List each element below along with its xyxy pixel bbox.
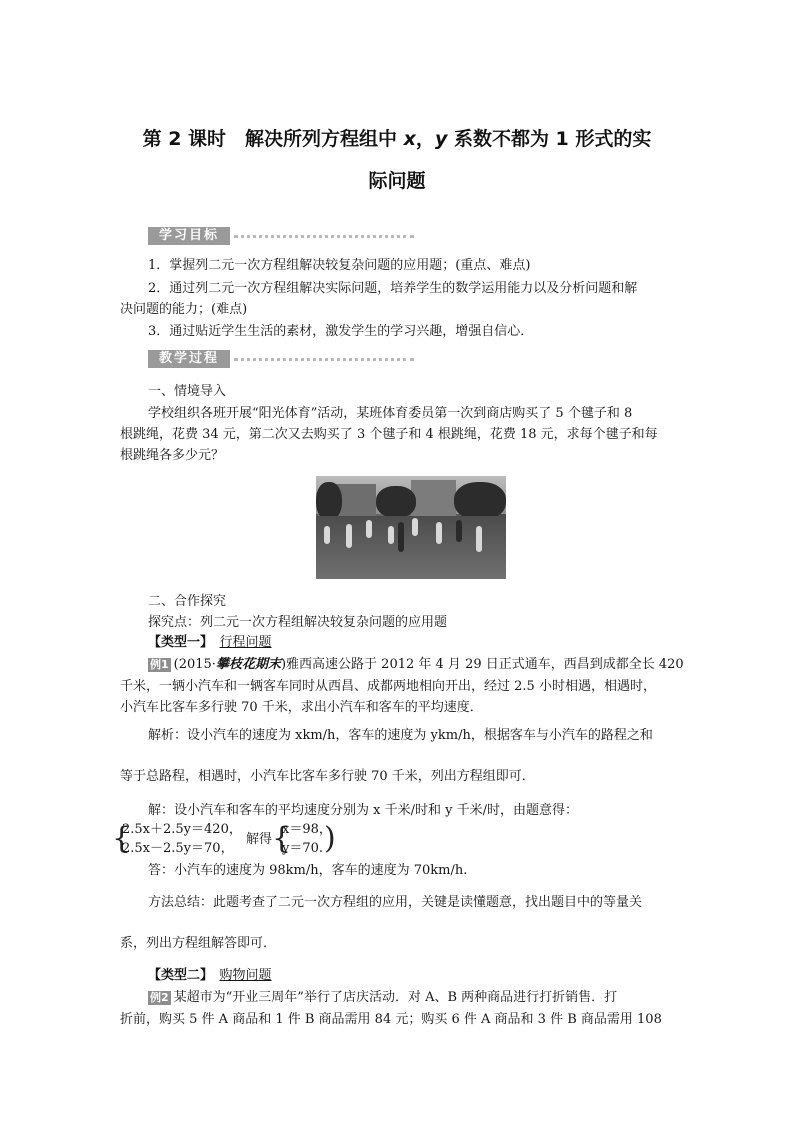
type1-name: 行程问题 — [219, 635, 272, 650]
banner-dots — [234, 358, 414, 361]
example-tag: 例1 — [150, 658, 169, 671]
intro-text-line1: 学校组织各班开展“阳光体育”活动，某班体育委员第一次到商店购买了 5 个毽子和 8 — [148, 406, 633, 421]
source-open: (2015· — [173, 657, 216, 672]
solution-y: y＝70. — [282, 841, 324, 856]
banner-dots — [234, 235, 414, 238]
section-heading-explore: 二、合作探究 — [148, 594, 227, 609]
title-comma: ， — [415, 128, 435, 150]
page-title — [100, 124, 694, 151]
example2-line2: 折前，购买 5 件 A 商品和 1 件 B 商品需用 84 元；购买 6 件 A 商品和 3 件 B 商品需用 108 — [120, 1012, 662, 1027]
example2-line1 — [148, 988, 617, 1008]
explore-point: 探究点：列二元一次方程组解决较复杂问题的应用题 — [148, 615, 448, 630]
type1-bracket: 【类型一】 — [148, 635, 207, 650]
goal-item-3: 3．通过贴近学生生活的素材，激发学生的学习兴趣，增强自信心． — [148, 324, 534, 339]
solution-line1: 解：设小汽车和客车的平均速度分别为 x 千米/时和 y 千米/时，由题意得： — [148, 803, 578, 818]
section-banner-process — [148, 350, 428, 368]
example1-line2: 千米，一辆小汽车和一辆客车同时从西昌、成都两地相向开出，经过 2.5 小时相遇，相遇时， — [120, 679, 656, 694]
analysis-line2: 等于总路程，相遇时，小汽车比客车多行驶 70 千米，列出方程组即可． — [120, 769, 535, 784]
goal-item-2-line2: 决问题的能力；(难点) — [120, 302, 248, 317]
section-heading-intro: 一、情境导入 — [148, 384, 227, 399]
equation-1: 2.5x＋2.5y＝420， — [122, 822, 242, 837]
analysis-line1: 解析：设小汽车的速度为 xkm/h，客车的速度为 ykm/h，根据客车与小汽车的路程之和 — [148, 728, 653, 743]
example1-line1 — [148, 655, 684, 675]
students-exercising-photo — [316, 476, 506, 579]
close-paren: ) — [324, 821, 336, 856]
equation-2: 2.5x－2.5y＝70， — [122, 841, 234, 856]
type2-name: 购物问题 — [219, 968, 272, 983]
page-title-line2: 际问题 — [368, 170, 426, 192]
example1-text: 雅西高速公路于 2012 年 4 月 29 日正式通车，西昌到成都全长 420 — [286, 657, 684, 672]
intro-text-line3: 根跳绳各多少元？ — [120, 448, 225, 463]
title-text-b: 系数不都为 1 形式的实 — [447, 128, 652, 150]
intro-text-line2: 根跳绳，花费 34 元，第二次又去购买了 3 个毽子和 4 根跳绳，花费 18 元，求每个毽子和每 — [120, 427, 658, 442]
equation-system — [112, 818, 342, 864]
banner-label: 教学过程 — [148, 350, 230, 368]
type2-bracket: 【类型二】 — [148, 968, 207, 983]
example2-text: 某超市为“开业三周年”举行了店庆活动．对 A、B 两种商品进行打折销售．打 — [173, 990, 618, 1005]
title-var-y: y — [434, 128, 448, 150]
title-var-x: x — [403, 128, 416, 150]
type2-heading — [148, 966, 272, 986]
left-brace: { — [112, 821, 132, 856]
method-line2: 系，列出方程组解答即可． — [120, 936, 277, 951]
title-text-a: 第 2 课时 解决所列方程组中 — [142, 128, 404, 150]
solution-brace: { — [272, 821, 292, 856]
goal-item-1: 1．掌握列二元一次方程组解决较复杂问题的应用题；(重点、难点) — [148, 258, 531, 273]
solution-x: x＝98， — [282, 822, 332, 837]
example-tag: 例2 — [150, 991, 169, 1004]
answer-line: 答：小汽车的速度为 98km/h，客车的速度为 70km/h. — [148, 863, 468, 878]
source-name: 攀枝花期末 — [215, 657, 281, 672]
goal-item-2-line1: 2．通过列二元一次方程组解决实际问题，培养学生的数学运用能力以及分析问题和解 — [148, 281, 638, 296]
method-line1: 方法总结：此题考查了二元一次方程组的应用，关键是读懂题意，找出题目中的等量关 — [148, 895, 643, 910]
source-close: ) — [280, 657, 287, 672]
section-banner-goals — [148, 227, 428, 245]
type1-heading — [148, 633, 272, 653]
example1-line3: 小汽车比客车多行驶 70 千米，求出小汽车和客车的平均速度． — [120, 700, 483, 715]
banner-label: 学习目标 — [148, 227, 230, 245]
solved-word: 解得 — [246, 832, 273, 847]
